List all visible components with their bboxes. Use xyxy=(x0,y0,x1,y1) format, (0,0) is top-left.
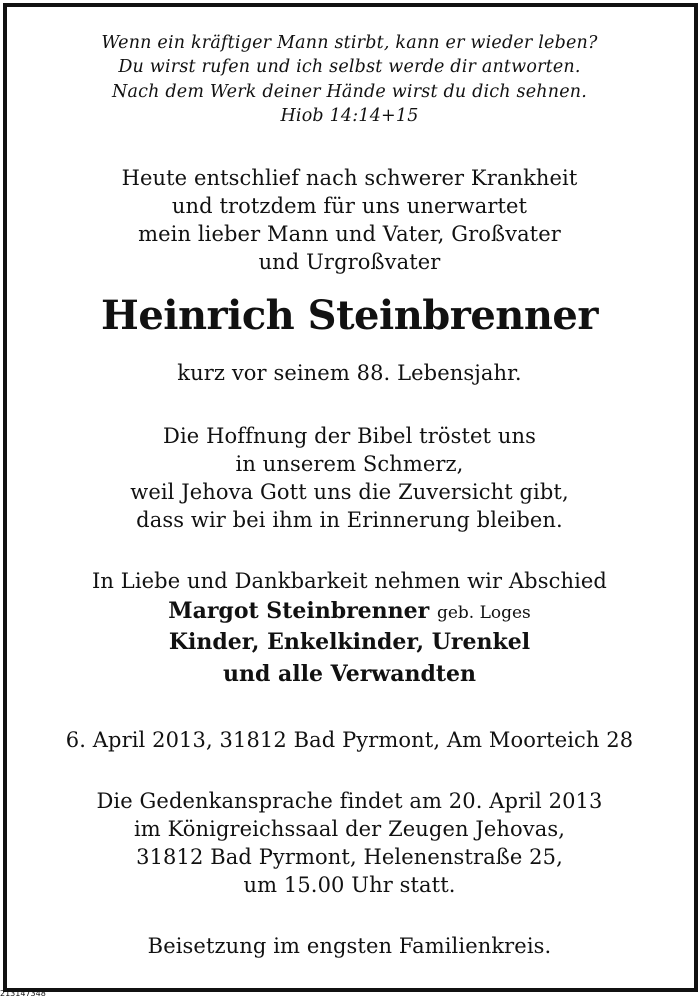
comfort-line-3: weil Jehova Gott uns die Zuversicht gibt, xyxy=(130,480,569,504)
comfort-line-3b: dass wir bei ihm in Erinnerung bleiben. xyxy=(136,508,563,532)
widow-name: Margot Steinbrenner xyxy=(168,598,430,624)
date-address: 6. April 2013, 31812 Bad Pyrmont, Am Moorteich 28 xyxy=(65,728,634,752)
burial-line: Beisetzung im engsten Familienkreis. xyxy=(147,934,552,958)
quote-line-3: Nach dem Werk deiner Hände wirst du dich sehnen. xyxy=(112,82,587,102)
comfort-line-2: in unserem Schmerz, xyxy=(235,452,464,476)
ad-code: 213147348 xyxy=(0,989,46,998)
widow-line xyxy=(0,598,699,624)
family-line-1: Kinder, Enkelkinder, Urenkel xyxy=(168,629,531,655)
intro-line-4: und Urgroßvater xyxy=(258,250,441,274)
quote-line-1: Wenn ein kräftiger Mann stirbt, kann er wieder leben? xyxy=(101,33,598,53)
farewell-intro: In Liebe und Dankbarkeit nehmen wir Abschied xyxy=(92,569,607,593)
deceased-name: Heinrich Steinbrenner xyxy=(101,292,598,339)
comfort-line-1: Die Hoffnung der Bibel tröstet uns xyxy=(163,424,536,448)
quote-line-2: Du wirst rufen und ich selbst werde dir antworten. xyxy=(118,57,581,77)
intro-line-3: mein lieber Mann und Vater, Großvater xyxy=(138,222,561,246)
memorial-line-1: Die Gedenkansprache findet am 20. April 2013 xyxy=(96,789,603,813)
intro-line-1: Heute entschlief nach schwerer Krankheit xyxy=(121,166,578,190)
memorial-line-4: um 15.00 Uhr statt. xyxy=(243,873,456,897)
quote-reference: Hiob 14:14+15 xyxy=(280,106,419,126)
memorial-line-3: 31812 Bad Pyrmont, Helenenstraße 25, xyxy=(136,845,563,869)
family-line-2: und alle Verwandten xyxy=(222,661,477,687)
memorial-line-2: im Königreichssaal der Zeugen Jehovas, xyxy=(133,817,566,841)
intro-line-2: und trotzdem für uns unerwartet xyxy=(171,194,528,218)
age-line: kurz vor seinem 88. Lebensjahr. xyxy=(177,361,522,385)
widow-maiden-name: geb. Loges xyxy=(436,603,531,623)
